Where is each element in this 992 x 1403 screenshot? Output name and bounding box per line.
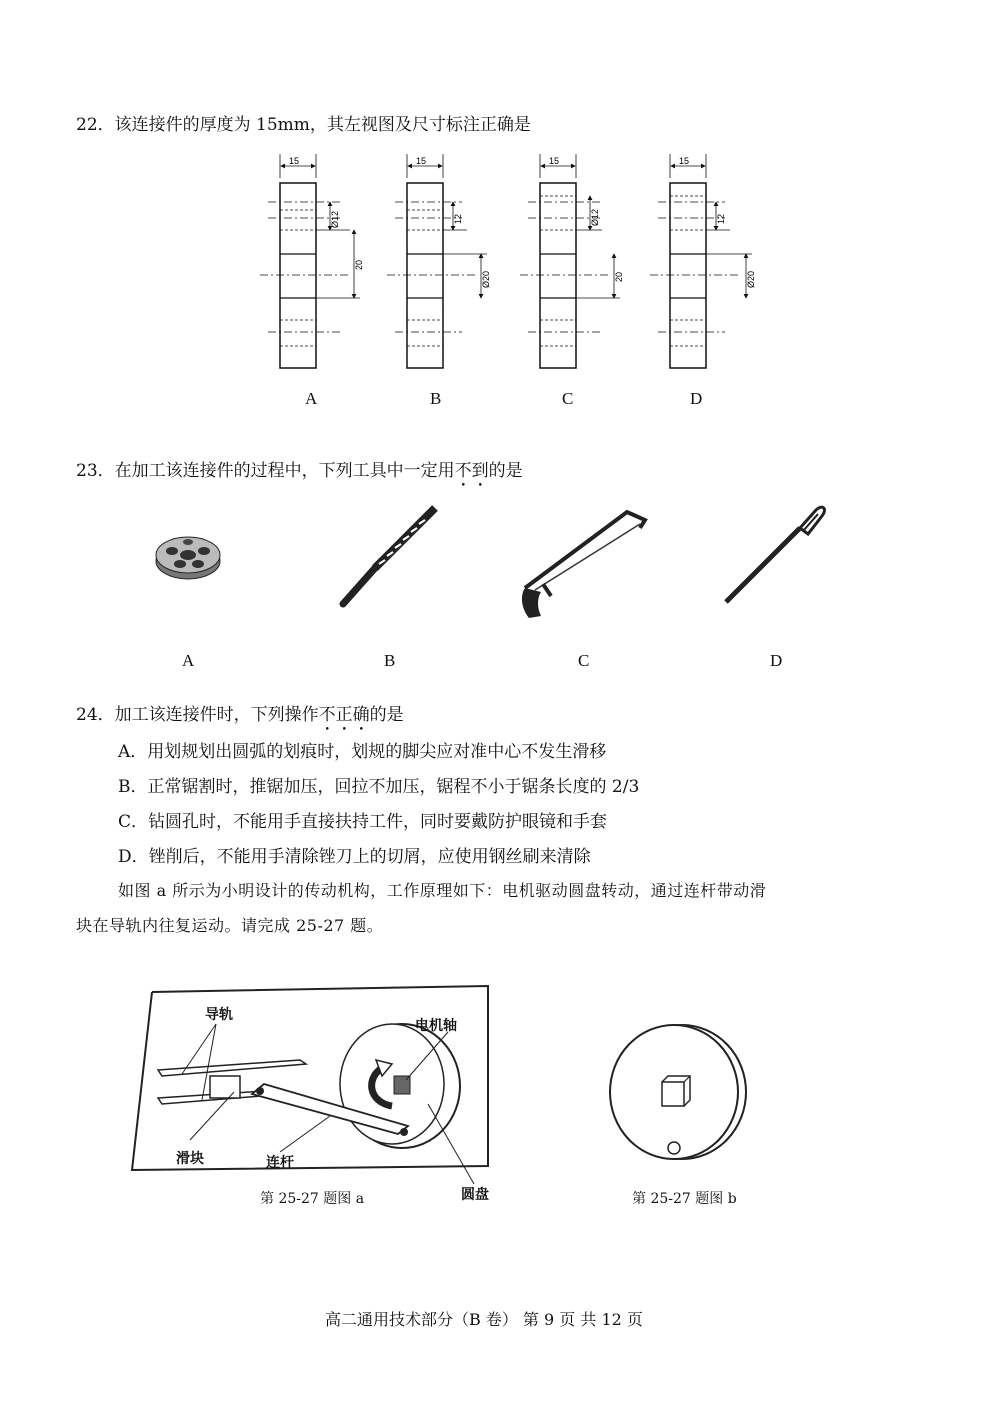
svg-text:20: 20 bbox=[614, 271, 624, 282]
question-24 bbox=[76, 700, 404, 735]
q24-option-a: A．用划规划出圆弧的划痕时，划规的脚尖应对准中心不发生滑移 bbox=[118, 742, 607, 762]
label-link: 连杆 bbox=[266, 1154, 294, 1170]
label-guide: 导轨 bbox=[205, 1006, 233, 1022]
q23-text-emphasis: 不到 bbox=[454, 461, 489, 481]
label-motor-shaft: 电机轴 bbox=[415, 1017, 457, 1033]
figure-b-disc bbox=[600, 1020, 760, 1170]
q23-text-post: 的是 bbox=[488, 461, 523, 481]
drawing-c bbox=[520, 154, 624, 368]
q23-text-pre: 23．在加工该连接件的过程中，下列工具中一定用 bbox=[76, 461, 455, 481]
page-footer: 高二通用技术部分（B 卷） 第 9 页 共 12 页 bbox=[325, 1310, 643, 1329]
svg-text:15: 15 bbox=[679, 156, 690, 166]
q22-option-a: A bbox=[305, 389, 318, 408]
intro-line-2: 块在导轨内往复运动。请完成 25-27 题。 bbox=[76, 916, 384, 935]
q23-option-c: C bbox=[578, 651, 590, 670]
q24-option-b: B．正常锯割时，推锯加压，回拉不加压，锯程不小于锯条长度的 2/3 bbox=[118, 777, 640, 797]
left-view-drawings bbox=[255, 150, 775, 380]
intro-line-1: 如图 a 所示为小明设计的传动机构，工作原理如下：电机驱动圆盘转动，通过连杆带动滑 bbox=[118, 881, 767, 900]
svg-text:Ø20: Ø20 bbox=[481, 270, 491, 288]
q24-text-pre: 24．加工该连接件时，下列操作 bbox=[76, 705, 319, 725]
label-slider: 滑块 bbox=[176, 1150, 204, 1166]
svg-text:Ø12: Ø12 bbox=[330, 210, 340, 228]
drawing-d bbox=[650, 154, 756, 368]
svg-text:Ø12: Ø12 bbox=[590, 208, 600, 226]
svg-text:20: 20 bbox=[354, 259, 364, 270]
die-icon bbox=[150, 525, 230, 585]
drawing-b bbox=[387, 154, 491, 368]
svg-text:Ø20: Ø20 bbox=[746, 270, 756, 288]
q23-option-a: A bbox=[182, 651, 195, 670]
q23-option-b: B bbox=[384, 651, 396, 670]
q24-text-emphasis: 不正确 bbox=[318, 705, 370, 725]
svg-text:15: 15 bbox=[416, 156, 427, 166]
svg-text:12: 12 bbox=[453, 213, 463, 224]
q22-option-d: D bbox=[690, 389, 703, 408]
q22-option-c: C bbox=[562, 389, 574, 408]
question-22: 22．该连接件的厚度为 15mm，其左视图及尺寸标注正确是 bbox=[76, 115, 531, 135]
q24-option-c: C．钻圆孔时，不能用手直接扶持工件，同时要戴防护眼镜和手套 bbox=[118, 812, 608, 832]
file-icon bbox=[718, 500, 830, 610]
q23-option-d: D bbox=[770, 651, 783, 670]
label-disc: 圆盘 bbox=[461, 1186, 489, 1202]
figure-a-caption: 第 25-27 题图 a bbox=[260, 1191, 365, 1207]
svg-text:15: 15 bbox=[289, 156, 300, 166]
drawing-a bbox=[260, 154, 364, 368]
q24-text-post: 的是 bbox=[369, 705, 404, 725]
svg-text:12: 12 bbox=[716, 213, 726, 224]
hacksaw-icon bbox=[515, 500, 655, 625]
q24-option-d: D．锉削后，不能用手清除锉刀上的切屑，应使用钢丝刷来清除 bbox=[118, 847, 591, 867]
figure-b-caption: 第 25-27 题图 b bbox=[632, 1191, 737, 1207]
drill-bit-icon bbox=[335, 500, 445, 615]
q22-option-b: B bbox=[430, 389, 442, 408]
question-23 bbox=[76, 456, 523, 491]
svg-text:15: 15 bbox=[549, 156, 560, 166]
